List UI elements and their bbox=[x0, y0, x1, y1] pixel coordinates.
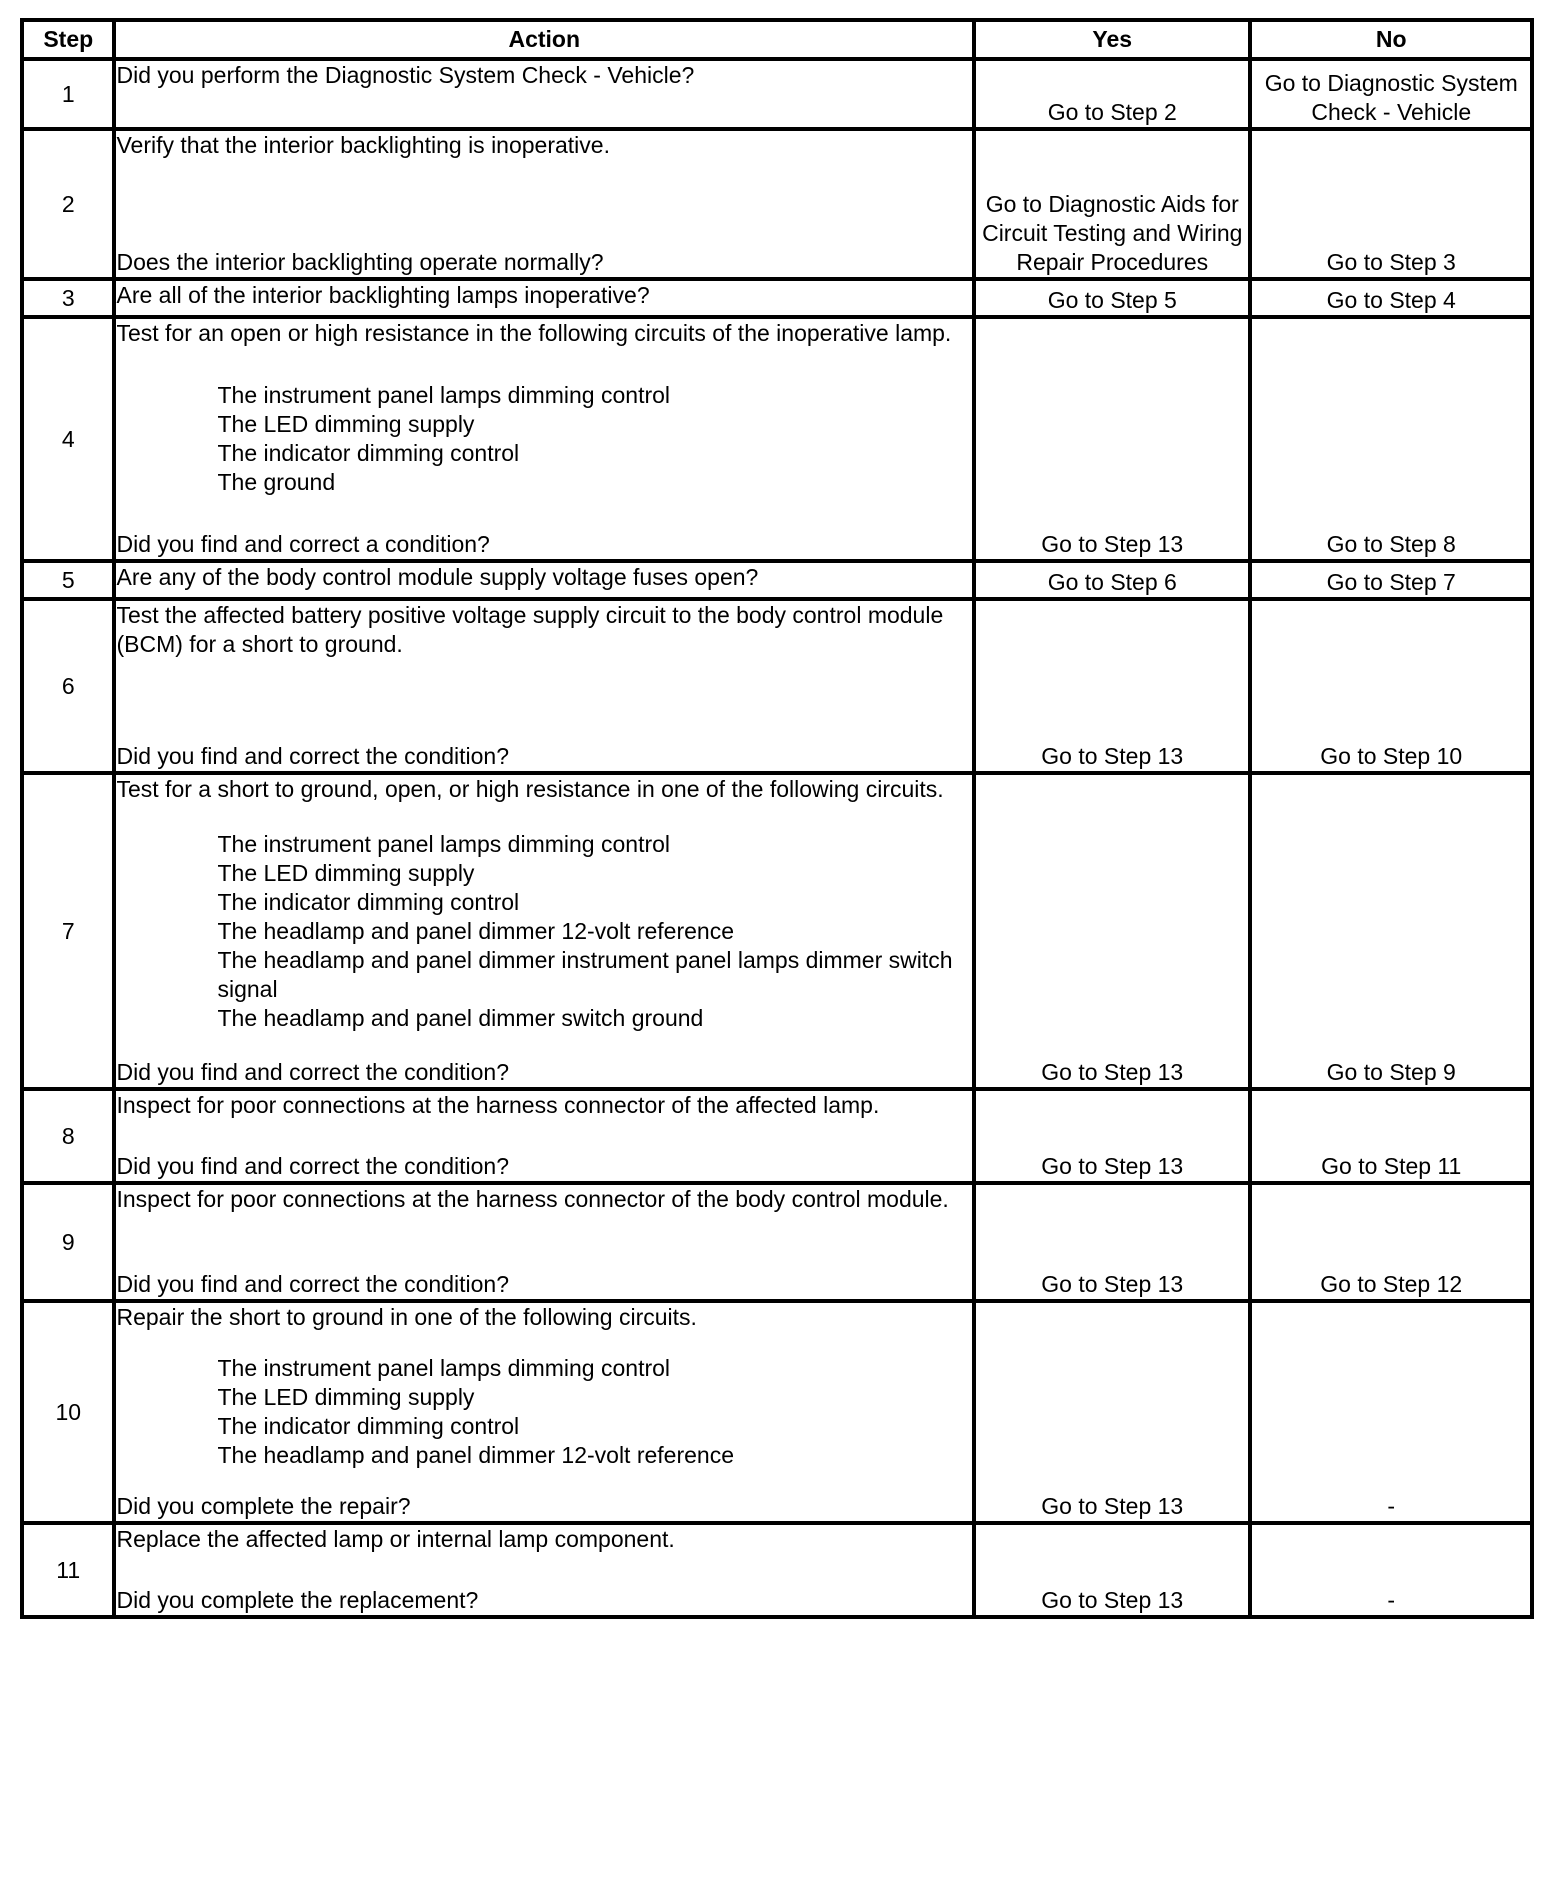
action-intro: Are all of the interior backlighting lamps inoperative? bbox=[116, 282, 650, 308]
no-result: Go to Step 9 bbox=[1250, 773, 1532, 1089]
action-intro: Are any of the body control module supply voltage fuses open? bbox=[116, 564, 759, 590]
yes-result: Go to Step 13 bbox=[974, 773, 1250, 1089]
table-row bbox=[22, 1089, 1532, 1183]
step-number: 2 bbox=[22, 129, 114, 279]
circuit-list bbox=[116, 381, 972, 497]
yes-result: Go to Step 13 bbox=[974, 317, 1250, 561]
circuit-list bbox=[116, 830, 972, 1033]
action-content bbox=[116, 281, 972, 315]
no-result: Go to Step 4 bbox=[1250, 279, 1532, 317]
action-cell bbox=[114, 279, 974, 317]
action-question: Did you find and correct a condition? bbox=[116, 531, 490, 557]
circuit-item: The indicator dimming control bbox=[217, 888, 520, 915]
no-result: Go to Step 11 bbox=[1250, 1089, 1532, 1183]
yes-result: Go to Step 13 bbox=[974, 1523, 1250, 1617]
action-cell bbox=[114, 561, 974, 599]
yes-result: Go to Diagnostic Aids for Circuit Testing and Wiring Repair Procedures bbox=[974, 129, 1250, 279]
action-cell bbox=[114, 59, 974, 129]
action-content bbox=[116, 1525, 972, 1615]
action-question: Did you complete the replacement? bbox=[116, 1587, 479, 1613]
yes-result: Go to Step 13 bbox=[974, 1183, 1250, 1301]
header-yes: Yes bbox=[974, 20, 1250, 59]
action-cell bbox=[114, 1301, 974, 1523]
action-cell bbox=[114, 317, 974, 561]
header-action: Action bbox=[114, 20, 974, 59]
table-row bbox=[22, 279, 1532, 317]
action-question: Did you find and correct the condition? bbox=[116, 1059, 510, 1085]
step-number: 7 bbox=[22, 773, 114, 1089]
circuit-item: The headlamp and panel dimmer 12-volt reference bbox=[217, 917, 734, 944]
yes-result: Go to Step 2 bbox=[974, 59, 1250, 129]
action-question: Did you find and correct the condition? bbox=[116, 1271, 510, 1297]
table-row bbox=[22, 773, 1532, 1089]
circuit-item: The LED dimming supply bbox=[217, 1384, 475, 1410]
no-result: Go to Step 8 bbox=[1250, 317, 1532, 561]
diagnostic-table bbox=[20, 18, 1534, 1619]
no-result: - bbox=[1250, 1301, 1532, 1523]
action-cell bbox=[114, 773, 974, 1089]
yes-result: Go to Step 6 bbox=[974, 561, 1250, 599]
circuit-item: The headlamp and panel dimmer instrument panel lamps dimmer switch signal bbox=[217, 946, 953, 1002]
table-row bbox=[22, 1523, 1532, 1617]
action-cell bbox=[114, 129, 974, 279]
step-number: 9 bbox=[22, 1183, 114, 1301]
action-cell bbox=[114, 599, 974, 773]
table-body bbox=[22, 59, 1532, 1617]
no-result: Go to Step 3 bbox=[1250, 129, 1532, 279]
step-number: 8 bbox=[22, 1089, 114, 1183]
action-content bbox=[116, 319, 972, 559]
table-row bbox=[22, 1301, 1532, 1523]
action-content bbox=[116, 601, 972, 771]
circuit-item: The instrument panel lamps dimming control bbox=[217, 830, 671, 857]
circuit-item: The instrument panel lamps dimming control bbox=[217, 382, 671, 408]
no-result: Go to Step 7 bbox=[1250, 561, 1532, 599]
circuit-item: The indicator dimming control bbox=[217, 440, 520, 466]
no-result: Go to Step 10 bbox=[1250, 599, 1532, 773]
action-question: Does the interior backlighting operate normally? bbox=[116, 249, 604, 275]
table-row bbox=[22, 317, 1532, 561]
step-number: 5 bbox=[22, 561, 114, 599]
header-no: No bbox=[1250, 20, 1532, 59]
circuit-item: The headlamp and panel dimmer switch ground bbox=[217, 1004, 704, 1031]
step-number: 1 bbox=[22, 59, 114, 129]
step-number: 4 bbox=[22, 317, 114, 561]
action-content bbox=[116, 131, 972, 277]
action-question: Did you complete the repair? bbox=[116, 1493, 411, 1519]
yes-result: Go to Step 13 bbox=[974, 1301, 1250, 1523]
table-row bbox=[22, 599, 1532, 773]
yes-result: Go to Step 13 bbox=[974, 1089, 1250, 1183]
action-intro: Inspect for poor connections at the harness connector of the body control module. bbox=[116, 1186, 949, 1212]
no-result: Go to Diagnostic System Check - Vehicle bbox=[1250, 59, 1532, 129]
action-intro: Inspect for poor connections at the harness connector of the affected lamp. bbox=[116, 1092, 880, 1118]
action-question: Did you find and correct the condition? bbox=[116, 1153, 510, 1179]
header-step: Step bbox=[22, 20, 114, 59]
table-row bbox=[22, 59, 1532, 129]
action-intro: Verify that the interior backlighting is inoperative. bbox=[116, 132, 610, 158]
action-content bbox=[116, 563, 972, 597]
action-cell bbox=[114, 1523, 974, 1617]
circuit-list bbox=[116, 1354, 972, 1470]
step-number: 11 bbox=[22, 1523, 114, 1617]
header-row bbox=[22, 20, 1532, 59]
action-content bbox=[116, 1185, 972, 1299]
circuit-item: The instrument panel lamps dimming control bbox=[217, 1355, 671, 1381]
circuit-item: The indicator dimming control bbox=[217, 1413, 520, 1439]
action-cell bbox=[114, 1089, 974, 1183]
table-row bbox=[22, 1183, 1532, 1301]
action-content bbox=[116, 1091, 972, 1181]
table-row bbox=[22, 561, 1532, 599]
step-number: 10 bbox=[22, 1301, 114, 1523]
action-intro: Repair the short to ground in one of the following circuits. bbox=[116, 1304, 697, 1330]
diagnostic-table-container bbox=[20, 18, 1534, 1619]
action-intro: Replace the affected lamp or internal lamp component. bbox=[116, 1526, 675, 1552]
action-question: Did you find and correct the condition? bbox=[116, 743, 510, 769]
step-number: 3 bbox=[22, 279, 114, 317]
circuit-item: The headlamp and panel dimmer 12-volt reference bbox=[217, 1442, 734, 1468]
yes-result: Go to Step 13 bbox=[974, 599, 1250, 773]
circuit-item: The LED dimming supply bbox=[217, 859, 475, 886]
action-intro: Test the affected battery positive voltage supply circuit to the body control module (BCM) for a short to ground. bbox=[116, 602, 944, 657]
action-content bbox=[116, 775, 972, 1087]
table-row bbox=[22, 129, 1532, 279]
action-intro: Did you perform the Diagnostic System Check - Vehicle? bbox=[116, 62, 695, 88]
no-result: Go to Step 12 bbox=[1250, 1183, 1532, 1301]
action-intro: Test for an open or high resistance in the following circuits of the inoperative lamp. bbox=[116, 320, 952, 346]
action-cell bbox=[114, 1183, 974, 1301]
no-result: - bbox=[1250, 1523, 1532, 1617]
action-content bbox=[116, 61, 972, 127]
step-number: 6 bbox=[22, 599, 114, 773]
circuit-item: The ground bbox=[217, 469, 336, 495]
yes-result: Go to Step 5 bbox=[974, 279, 1250, 317]
action-content bbox=[116, 1303, 972, 1521]
circuit-item: The LED dimming supply bbox=[217, 411, 475, 437]
action-intro: Test for a short to ground, open, or high resistance in one of the following circuits. bbox=[116, 776, 944, 802]
